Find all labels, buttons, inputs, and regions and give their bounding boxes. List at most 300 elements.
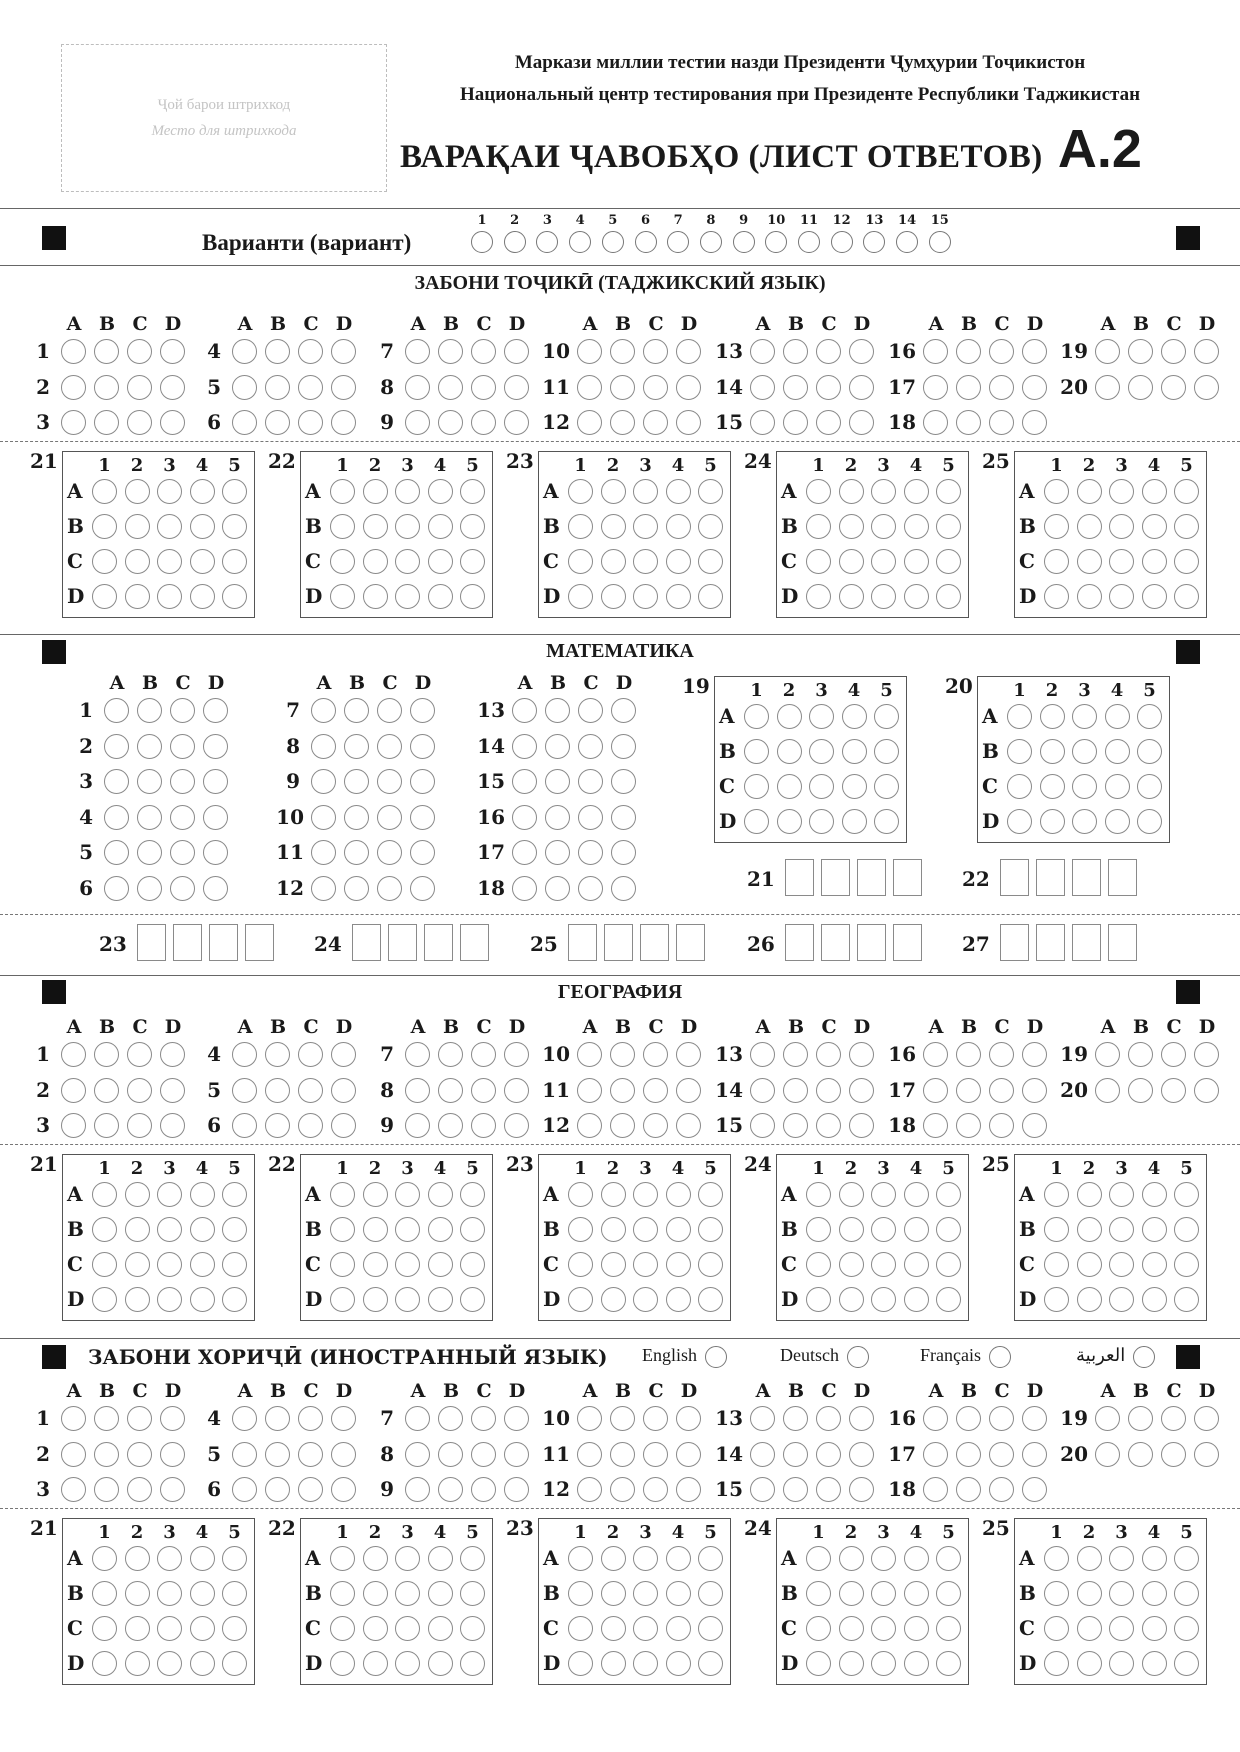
answer-bubble[interactable] <box>601 584 626 609</box>
answer-bubble[interactable] <box>806 1217 831 1242</box>
answer-bubble[interactable] <box>1044 1581 1069 1606</box>
answer-bubble[interactable] <box>203 698 228 723</box>
answer-bubble[interactable] <box>783 339 808 364</box>
answer-bubble[interactable] <box>633 549 658 574</box>
answer-bubble[interactable] <box>330 1581 355 1606</box>
answer-bubble[interactable] <box>1044 1217 1069 1242</box>
answer-bubble[interactable] <box>94 1042 119 1067</box>
answer-bubble[interactable] <box>568 1581 593 1606</box>
answer-bubble[interactable] <box>904 549 929 574</box>
answer-bubble[interactable] <box>137 769 162 794</box>
answer-box[interactable] <box>857 859 886 896</box>
answer-bubble[interactable] <box>92 1546 117 1571</box>
answer-bubble[interactable] <box>904 479 929 504</box>
answer-bubble[interactable] <box>1077 479 1102 504</box>
answer-bubble[interactable] <box>61 1477 86 1502</box>
answer-bubble[interactable] <box>1077 1252 1102 1277</box>
answer-bubble[interactable] <box>395 1252 420 1277</box>
answer-bubble[interactable] <box>1109 1287 1134 1312</box>
answer-bubble[interactable] <box>1174 479 1199 504</box>
answer-bubble[interactable] <box>330 1182 355 1207</box>
answer-bubble[interactable] <box>1161 1078 1186 1103</box>
answer-bubble[interactable] <box>190 584 215 609</box>
answer-bubble[interactable] <box>577 1113 602 1138</box>
answer-bubble[interactable] <box>460 1581 485 1606</box>
answer-bubble[interactable] <box>1137 704 1162 729</box>
answer-bubble[interactable] <box>1137 809 1162 834</box>
answer-bubble[interactable] <box>611 769 636 794</box>
answer-bubble[interactable] <box>568 549 593 574</box>
answer-bubble[interactable] <box>750 410 775 435</box>
answer-bubble[interactable] <box>460 1546 485 1571</box>
answer-bubble[interactable] <box>125 1651 150 1676</box>
answer-bubble[interactable] <box>1044 1182 1069 1207</box>
answer-bubble[interactable] <box>904 1182 929 1207</box>
answer-bubble[interactable] <box>601 1287 626 1312</box>
answer-bubble[interactable] <box>504 339 529 364</box>
answer-bubble[interactable] <box>94 1113 119 1138</box>
answer-bubble[interactable] <box>137 876 162 901</box>
answer-bubble[interactable] <box>904 584 929 609</box>
answer-bubble[interactable] <box>160 1042 185 1067</box>
answer-bubble[interactable] <box>395 1287 420 1312</box>
answer-bubble[interactable] <box>410 840 435 865</box>
answer-bubble[interactable] <box>471 1113 496 1138</box>
answer-bubble[interactable] <box>471 410 496 435</box>
answer-bubble[interactable] <box>127 339 152 364</box>
answer-bubble[interactable] <box>222 549 247 574</box>
answer-bubble[interactable] <box>633 1581 658 1606</box>
answer-bubble[interactable] <box>568 514 593 539</box>
answer-bubble[interactable] <box>363 1581 388 1606</box>
answer-bubble[interactable] <box>203 769 228 794</box>
answer-bubble[interactable] <box>923 1113 948 1138</box>
answer-bubble[interactable] <box>222 1182 247 1207</box>
answer-bubble[interactable] <box>125 549 150 574</box>
answer-bubble[interactable] <box>610 375 635 400</box>
answer-bubble[interactable] <box>190 1252 215 1277</box>
answer-bubble[interactable] <box>395 1182 420 1207</box>
answer-bubble[interactable] <box>750 1442 775 1467</box>
answer-bubble[interactable] <box>577 1078 602 1103</box>
answer-bubble[interactable] <box>839 1616 864 1641</box>
answer-bubble[interactable] <box>160 1442 185 1467</box>
answer-bubble[interactable] <box>363 549 388 574</box>
variant-option[interactable] <box>763 214 789 253</box>
answer-bubble[interactable] <box>1022 1442 1047 1467</box>
answer-bubble[interactable] <box>923 375 948 400</box>
answer-bubble[interactable] <box>395 1217 420 1242</box>
answer-bubble[interactable] <box>601 1252 626 1277</box>
answer-bubble[interactable] <box>989 410 1014 435</box>
answer-bubble[interactable] <box>601 1546 626 1571</box>
answer-bubble[interactable] <box>460 514 485 539</box>
answer-bubble[interactable] <box>222 1252 247 1277</box>
answer-bubble[interactable] <box>504 375 529 400</box>
answer-bubble[interactable] <box>157 1651 182 1676</box>
answer-bubble[interactable] <box>395 1651 420 1676</box>
answer-bubble[interactable] <box>610 1406 635 1431</box>
answer-bubble[interactable] <box>698 1581 723 1606</box>
answer-bubble[interactable] <box>232 1113 257 1138</box>
answer-bubble[interactable] <box>265 1406 290 1431</box>
answer-bubble[interactable] <box>104 698 129 723</box>
answer-bubble[interactable] <box>633 479 658 504</box>
variant-bubble[interactable] <box>733 231 755 253</box>
answer-bubble[interactable] <box>363 1616 388 1641</box>
answer-bubble[interactable] <box>643 1113 668 1138</box>
answer-bubble[interactable] <box>170 805 195 830</box>
answer-bubble[interactable] <box>1142 1616 1167 1641</box>
answer-bubble[interactable] <box>94 410 119 435</box>
answer-box[interactable] <box>460 924 489 961</box>
answer-bubble[interactable] <box>157 1546 182 1571</box>
answer-bubble[interactable] <box>1044 584 1069 609</box>
answer-bubble[interactable] <box>512 805 537 830</box>
answer-bubble[interactable] <box>190 1651 215 1676</box>
answer-bubble[interactable] <box>94 1442 119 1467</box>
answer-bubble[interactable] <box>806 549 831 574</box>
answer-bubble[interactable] <box>222 1616 247 1641</box>
answer-bubble[interactable] <box>92 1616 117 1641</box>
answer-bubble[interactable] <box>377 840 402 865</box>
answer-bubble[interactable] <box>471 1078 496 1103</box>
answer-bubble[interactable] <box>956 339 981 364</box>
answer-bubble[interactable] <box>330 549 355 574</box>
answer-bubble[interactable] <box>298 1078 323 1103</box>
answer-bubble[interactable] <box>783 1078 808 1103</box>
answer-bubble[interactable] <box>698 549 723 574</box>
answer-bubble[interactable] <box>904 1546 929 1571</box>
answer-bubble[interactable] <box>298 1406 323 1431</box>
answer-bubble[interactable] <box>428 1581 453 1606</box>
answer-bubble[interactable] <box>666 1217 691 1242</box>
answer-bubble[interactable] <box>92 584 117 609</box>
answer-bubble[interactable] <box>395 479 420 504</box>
answer-box[interactable] <box>640 924 669 961</box>
answer-bubble[interactable] <box>936 584 961 609</box>
answer-bubble[interactable] <box>405 1442 430 1467</box>
answer-bubble[interactable] <box>1128 1042 1153 1067</box>
answer-bubble[interactable] <box>311 840 336 865</box>
answer-bubble[interactable] <box>1109 1581 1134 1606</box>
answer-bubble[interactable] <box>363 584 388 609</box>
answer-bubble[interactable] <box>923 1078 948 1103</box>
answer-bubble[interactable] <box>1040 774 1065 799</box>
answer-bubble[interactable] <box>577 1442 602 1467</box>
answer-bubble[interactable] <box>783 1042 808 1067</box>
answer-bubble[interactable] <box>428 1217 453 1242</box>
answer-bubble[interactable] <box>1077 1651 1102 1676</box>
answer-bubble[interactable] <box>806 1182 831 1207</box>
answer-bubble[interactable] <box>611 840 636 865</box>
answer-bubble[interactable] <box>1109 1252 1134 1277</box>
answer-bubble[interactable] <box>460 1287 485 1312</box>
answer-bubble[interactable] <box>936 1651 961 1676</box>
answer-bubble[interactable] <box>460 1616 485 1641</box>
answer-bubble[interactable] <box>1142 1287 1167 1312</box>
answer-bubble[interactable] <box>578 840 603 865</box>
answer-bubble[interactable] <box>344 876 369 901</box>
answer-bubble[interactable] <box>545 876 570 901</box>
answer-bubble[interactable] <box>1077 1182 1102 1207</box>
answer-bubble[interactable] <box>330 1287 355 1312</box>
answer-bubble[interactable] <box>331 1078 356 1103</box>
answer-bubble[interactable] <box>839 1252 864 1277</box>
language-bubble[interactable] <box>1133 1346 1155 1368</box>
answer-bubble[interactable] <box>438 1113 463 1138</box>
answer-bubble[interactable] <box>750 1406 775 1431</box>
answer-bubble[interactable] <box>643 1477 668 1502</box>
answer-bubble[interactable] <box>127 1442 152 1467</box>
answer-bubble[interactable] <box>331 410 356 435</box>
answer-bubble[interactable] <box>1007 809 1032 834</box>
answer-bubble[interactable] <box>1007 704 1032 729</box>
answer-bubble[interactable] <box>395 1546 420 1571</box>
answer-bubble[interactable] <box>1040 739 1065 764</box>
answer-bubble[interactable] <box>904 1287 929 1312</box>
answer-bubble[interactable] <box>936 1287 961 1312</box>
answer-bubble[interactable] <box>578 769 603 794</box>
answer-bubble[interactable] <box>633 1252 658 1277</box>
answer-bubble[interactable] <box>1022 1113 1047 1138</box>
answer-bubble[interactable] <box>849 1406 874 1431</box>
answer-bubble[interactable] <box>601 1581 626 1606</box>
answer-bubble[interactable] <box>936 1252 961 1277</box>
variant-option[interactable] <box>698 214 724 253</box>
answer-bubble[interactable] <box>512 698 537 723</box>
answer-bubble[interactable] <box>363 479 388 504</box>
answer-bubble[interactable] <box>816 1113 841 1138</box>
answer-bubble[interactable] <box>806 1546 831 1571</box>
answer-bubble[interactable] <box>956 1042 981 1067</box>
answer-bubble[interactable] <box>460 549 485 574</box>
answer-bubble[interactable] <box>222 1287 247 1312</box>
answer-bubble[interactable] <box>839 1182 864 1207</box>
answer-box[interactable] <box>1000 859 1029 896</box>
answer-bubble[interactable] <box>137 805 162 830</box>
answer-bubble[interactable] <box>839 1581 864 1606</box>
answer-bubble[interactable] <box>874 739 899 764</box>
answer-bubble[interactable] <box>222 514 247 539</box>
answer-bubble[interactable] <box>545 769 570 794</box>
answer-bubble[interactable] <box>578 805 603 830</box>
answer-bubble[interactable] <box>61 375 86 400</box>
answer-bubble[interactable] <box>1161 339 1186 364</box>
answer-bubble[interactable] <box>578 876 603 901</box>
answer-bubble[interactable] <box>904 1252 929 1277</box>
variant-bubble[interactable] <box>635 231 657 253</box>
answer-bubble[interactable] <box>1194 1406 1219 1431</box>
answer-bubble[interactable] <box>809 704 834 729</box>
answer-box[interactable] <box>1108 859 1137 896</box>
answer-bubble[interactable] <box>137 698 162 723</box>
answer-bubble[interactable] <box>936 1546 961 1571</box>
answer-bubble[interactable] <box>874 774 899 799</box>
answer-bubble[interactable] <box>816 375 841 400</box>
answer-bubble[interactable] <box>839 1546 864 1571</box>
answer-bubble[interactable] <box>698 514 723 539</box>
answer-bubble[interactable] <box>1022 1078 1047 1103</box>
variant-bubble[interactable] <box>831 231 853 253</box>
answer-bubble[interactable] <box>1174 1252 1199 1277</box>
variant-bubble[interactable] <box>863 231 885 253</box>
answer-bubble[interactable] <box>1022 1406 1047 1431</box>
answer-bubble[interactable] <box>311 698 336 723</box>
answer-bubble[interactable] <box>1077 584 1102 609</box>
answer-bubble[interactable] <box>331 1442 356 1467</box>
answer-bubble[interactable] <box>344 769 369 794</box>
answer-bubble[interactable] <box>936 549 961 574</box>
answer-bubble[interactable] <box>190 514 215 539</box>
answer-bubble[interactable] <box>190 1581 215 1606</box>
answer-bubble[interactable] <box>849 375 874 400</box>
answer-bubble[interactable] <box>1022 375 1047 400</box>
answer-bubble[interactable] <box>1022 1042 1047 1067</box>
answer-bubble[interactable] <box>956 1078 981 1103</box>
answer-bubble[interactable] <box>871 1182 896 1207</box>
answer-bubble[interactable] <box>1077 514 1102 539</box>
answer-bubble[interactable] <box>568 479 593 504</box>
answer-bubble[interactable] <box>698 1252 723 1277</box>
answer-bubble[interactable] <box>904 1616 929 1641</box>
answer-bubble[interactable] <box>842 704 867 729</box>
answer-bubble[interactable] <box>676 1442 701 1467</box>
answer-bubble[interactable] <box>330 1546 355 1571</box>
variant-option[interactable] <box>796 214 822 253</box>
answer-bubble[interactable] <box>1161 1442 1186 1467</box>
answer-bubble[interactable] <box>783 1477 808 1502</box>
answer-box[interactable] <box>821 859 850 896</box>
answer-bubble[interactable] <box>666 1182 691 1207</box>
answer-bubble[interactable] <box>816 1042 841 1067</box>
answer-bubble[interactable] <box>676 1078 701 1103</box>
answer-bubble[interactable] <box>1194 339 1219 364</box>
answer-bubble[interactable] <box>94 339 119 364</box>
answer-bubble[interactable] <box>298 1042 323 1067</box>
answer-bubble[interactable] <box>871 514 896 539</box>
answer-bubble[interactable] <box>428 584 453 609</box>
answer-bubble[interactable] <box>610 1442 635 1467</box>
answer-bubble[interactable] <box>577 1406 602 1431</box>
answer-bubble[interactable] <box>676 1042 701 1067</box>
answer-box[interactable] <box>821 924 850 961</box>
answer-bubble[interactable] <box>61 339 86 364</box>
answer-bubble[interactable] <box>1044 479 1069 504</box>
answer-bubble[interactable] <box>601 514 626 539</box>
answer-bubble[interactable] <box>298 1477 323 1502</box>
answer-bubble[interactable] <box>222 479 247 504</box>
answer-bubble[interactable] <box>1194 1078 1219 1103</box>
answer-bubble[interactable] <box>610 1477 635 1502</box>
answer-bubble[interactable] <box>610 1113 635 1138</box>
answer-bubble[interactable] <box>1044 514 1069 539</box>
answer-bubble[interactable] <box>1044 549 1069 574</box>
answer-bubble[interactable] <box>871 1287 896 1312</box>
variant-option[interactable] <box>861 214 887 253</box>
answer-bubble[interactable] <box>265 339 290 364</box>
answer-bubble[interactable] <box>568 1252 593 1277</box>
variant-option[interactable] <box>469 214 495 253</box>
answer-bubble[interactable] <box>405 1113 430 1138</box>
answer-bubble[interactable] <box>568 584 593 609</box>
answer-bubble[interactable] <box>265 375 290 400</box>
answer-bubble[interactable] <box>806 1581 831 1606</box>
answer-bubble[interactable] <box>512 734 537 759</box>
answer-bubble[interactable] <box>344 734 369 759</box>
answer-bubble[interactable] <box>806 1651 831 1676</box>
answer-bubble[interactable] <box>1044 1252 1069 1277</box>
answer-box[interactable] <box>785 859 814 896</box>
answer-bubble[interactable] <box>330 1217 355 1242</box>
answer-bubble[interactable] <box>377 805 402 830</box>
answer-bubble[interactable] <box>744 809 769 834</box>
answer-bubble[interactable] <box>1137 774 1162 799</box>
answer-bubble[interactable] <box>871 1581 896 1606</box>
answer-bubble[interactable] <box>504 1042 529 1067</box>
answer-bubble[interactable] <box>666 479 691 504</box>
answer-bubble[interactable] <box>842 809 867 834</box>
answer-bubble[interactable] <box>923 1477 948 1502</box>
answer-bubble[interactable] <box>842 739 867 764</box>
answer-bubble[interactable] <box>428 1546 453 1571</box>
answer-bubble[interactable] <box>157 1287 182 1312</box>
answer-bubble[interactable] <box>1109 1217 1134 1242</box>
answer-bubble[interactable] <box>405 1042 430 1067</box>
answer-bubble[interactable] <box>1142 1651 1167 1676</box>
answer-bubble[interactable] <box>750 1042 775 1067</box>
answer-bubble[interactable] <box>989 1477 1014 1502</box>
answer-bubble[interactable] <box>1142 1182 1167 1207</box>
answer-bubble[interactable] <box>160 1078 185 1103</box>
answer-bubble[interactable] <box>989 1113 1014 1138</box>
answer-bubble[interactable] <box>428 1182 453 1207</box>
answer-bubble[interactable] <box>956 1442 981 1467</box>
answer-bubble[interactable] <box>871 549 896 574</box>
language-option-deutsch[interactable] <box>780 1345 869 1368</box>
answer-bubble[interactable] <box>438 375 463 400</box>
answer-bubble[interactable] <box>874 809 899 834</box>
answer-bubble[interactable] <box>698 1287 723 1312</box>
answer-bubble[interactable] <box>643 375 668 400</box>
answer-bubble[interactable] <box>633 1616 658 1641</box>
answer-bubble[interactable] <box>1105 809 1130 834</box>
answer-bubble[interactable] <box>1095 375 1120 400</box>
answer-bubble[interactable] <box>1077 1616 1102 1641</box>
answer-bubble[interactable] <box>137 734 162 759</box>
answer-bubble[interactable] <box>633 1546 658 1571</box>
answer-bubble[interactable] <box>460 1217 485 1242</box>
answer-bubble[interactable] <box>504 1113 529 1138</box>
answer-bubble[interactable] <box>1128 1406 1153 1431</box>
answer-bubble[interactable] <box>744 704 769 729</box>
answer-bubble[interactable] <box>601 1182 626 1207</box>
answer-bubble[interactable] <box>676 1477 701 1502</box>
answer-bubble[interactable] <box>222 584 247 609</box>
answer-bubble[interactable] <box>125 1616 150 1641</box>
answer-bubble[interactable] <box>806 479 831 504</box>
answer-bubble[interactable] <box>849 1477 874 1502</box>
answer-bubble[interactable] <box>1142 1546 1167 1571</box>
answer-bubble[interactable] <box>125 1217 150 1242</box>
answer-bubble[interactable] <box>157 479 182 504</box>
answer-bubble[interactable] <box>1109 1182 1134 1207</box>
answer-box[interactable] <box>173 924 202 961</box>
answer-bubble[interactable] <box>806 1616 831 1641</box>
variant-bubble[interactable] <box>765 231 787 253</box>
answer-bubble[interactable] <box>298 410 323 435</box>
answer-bubble[interactable] <box>438 1406 463 1431</box>
